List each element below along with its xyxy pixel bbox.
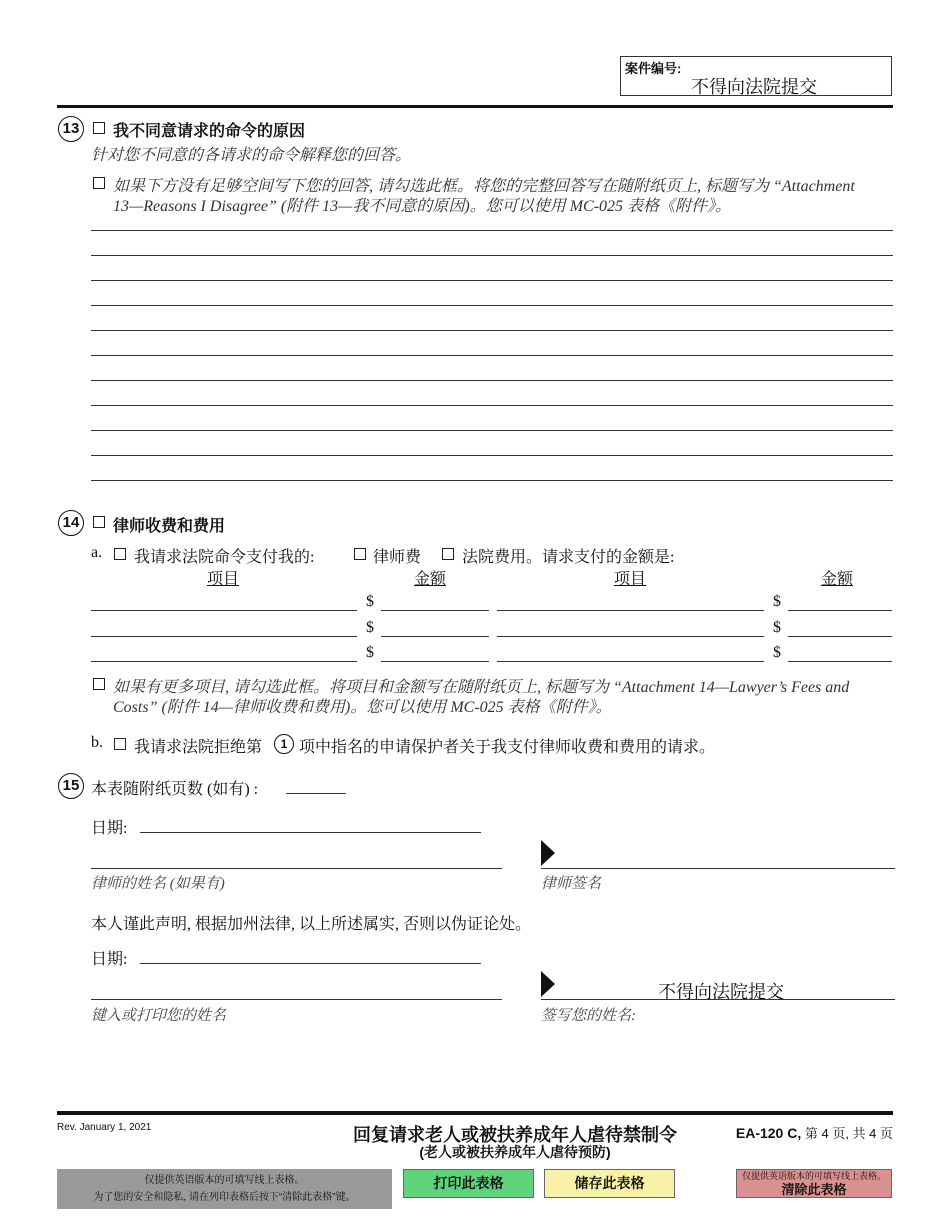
dollar-sign: $ [366, 644, 374, 661]
court-costs-checkbox[interactable] [442, 548, 454, 560]
amount-field[interactable] [788, 610, 892, 611]
column-header-amount: 金额 [821, 571, 854, 588]
lawyer-date-field[interactable] [140, 832, 481, 833]
answer-line[interactable] [91, 330, 893, 331]
attachment-14-checkbox[interactable] [93, 678, 105, 690]
case-number-label: 案件编号: [625, 61, 682, 76]
case-number-value[interactable]: 不得向法院提交 [691, 77, 817, 97]
item-a-checkbox[interactable] [114, 548, 126, 560]
answer-line[interactable] [91, 430, 893, 431]
lawyer-signature-caption: 律师签名 [541, 876, 602, 892]
attachment-13-text-line1: 如果下方没有足够空间写下您的回答, 请勾选此框。将您的完整回答写在随附纸页上, 标题写为 “Attachment [113, 178, 855, 195]
answer-line[interactable] [91, 380, 893, 381]
declarant-name-caption: 键入或打印您的姓名 [91, 1008, 227, 1024]
clear-button[interactable] [736, 1169, 892, 1198]
lawyer-name-caption: 律师的姓名 (如果有) [91, 876, 225, 892]
sign-here-arrow-icon [541, 840, 555, 866]
amount-field[interactable] [381, 661, 489, 662]
online-form-notice [57, 1169, 392, 1209]
item-field[interactable] [497, 661, 764, 662]
dollar-sign: $ [773, 619, 781, 636]
item-a-text: 我请求法院命令支付我的: [134, 549, 315, 566]
clear-button-label: 清除此表格 [781, 1182, 847, 1197]
case-number-box [620, 56, 892, 96]
declarant-date-field[interactable] [140, 963, 481, 964]
form-id-page [736, 1123, 893, 1142]
item-b-checkbox[interactable] [114, 738, 126, 750]
answer-line[interactable] [91, 480, 893, 481]
footer-divider [57, 1111, 893, 1115]
attachment-13-text-line2: 13—Reasons I Disagree” (附件 13—我不同意的原因)。您可以使用 MC-025 表格《附件》。 [113, 198, 732, 215]
declarant-date-label: 日期: [91, 951, 128, 968]
section-13-number: 13 [58, 116, 84, 142]
section-14-title: 律师收费和费用 [113, 518, 226, 535]
item-a-label: a. [91, 544, 103, 561]
lawyer-date-label: 日期: [91, 820, 128, 837]
attached-pages-field[interactable] [286, 793, 346, 794]
declarant-signature-field[interactable] [541, 999, 895, 1000]
item-b-label: b. [91, 734, 103, 751]
attachment-14-text-line2: Costs” (附件 14—律师收费和费用)。您可以使用 MC-025 表格《附件》。 [113, 699, 612, 716]
lawyer-signature-field[interactable] [541, 868, 895, 869]
item-field[interactable] [91, 610, 357, 611]
section-13-checkbox[interactable] [93, 122, 105, 134]
item-field[interactable] [91, 636, 357, 637]
notice-line-1: 仅提供英语版本的可填写线上表格。 [144, 1175, 305, 1186]
answer-line[interactable] [91, 455, 893, 456]
declarant-name-field[interactable] [91, 999, 502, 1000]
item-field[interactable] [497, 636, 764, 637]
form-id: EA-120 C, [735, 1125, 802, 1141]
lawyer-name-field[interactable] [91, 868, 502, 869]
amount-field[interactable] [381, 610, 489, 611]
item-1-reference: 1 [274, 734, 294, 754]
page-info: 第 4 页, 共 4 页 [804, 1126, 893, 1141]
attached-pages-label: 本表随附纸页数 (如有) : [91, 781, 259, 798]
clear-notice: 仅提供英语版本的可填写线上表格。 [741, 1171, 886, 1181]
attachment-14-text-line1: 如果有更多项目, 请勾选此框。将项目和金额写在随附纸页上, 标题写为 “Attachment 14—Lawyer’s Fees and [113, 679, 850, 696]
notice-line-2: 为了您的安全和隐私, 请在列印表格后按下“清除此表格”键。 [93, 1192, 356, 1203]
top-divider [57, 105, 893, 108]
answer-line[interactable] [91, 355, 893, 356]
item-b-text-post: 项中指名的申请保护者关于我支付律师收费和费用的请求。 [299, 739, 716, 756]
amount-field[interactable] [381, 636, 489, 637]
section-13-title: 我不同意请求的命令的原因 [113, 123, 306, 140]
form-title: 回复请求老人或被扶养成年人虐待禁制令 [353, 1125, 677, 1145]
perjury-declaration: 本人谨此声明, 根据加州法律, 以上所述属实, 否则以伪证论处。 [91, 916, 532, 933]
declarant-signature-caption: 签写您的姓名: [541, 1008, 636, 1024]
dollar-sign: $ [773, 593, 781, 610]
item-b-text-pre: 我请求法院拒绝第 [134, 739, 263, 756]
dollar-sign: $ [366, 593, 374, 610]
lawyer-fees-checkbox[interactable] [354, 548, 366, 560]
section-13-instruction: 针对您不同意的各请求的命令解释您的回答。 [91, 147, 412, 164]
amount-field[interactable] [788, 661, 892, 662]
column-header-amount: 金额 [414, 571, 447, 588]
save-button[interactable]: 储存此表格 [544, 1169, 675, 1198]
column-header-item: 项目 [614, 571, 647, 588]
answer-line[interactable] [91, 255, 893, 256]
declarant-signature-value[interactable]: 不得向法院提交 [658, 982, 784, 1002]
answer-line[interactable] [91, 305, 893, 306]
answer-line[interactable] [91, 405, 893, 406]
lawyer-fees-label: 律师费 [373, 549, 422, 566]
section-14-number: 14 [58, 510, 84, 536]
revision-date: Rev. January 1, 2021 [57, 1122, 152, 1133]
dollar-sign: $ [366, 619, 374, 636]
sign-here-arrow-icon [541, 971, 555, 997]
answer-line[interactable] [91, 230, 893, 231]
section-14-checkbox[interactable] [93, 516, 105, 528]
form-subtitle: (老人或被扶养成年人虐待预防) [419, 1144, 611, 1160]
print-button[interactable]: 打印此表格 [403, 1169, 534, 1198]
amount-field[interactable] [788, 636, 892, 637]
dollar-sign: $ [773, 644, 781, 661]
item-field[interactable] [91, 661, 357, 662]
section-15-number: 15 [58, 773, 84, 799]
item-field[interactable] [497, 610, 764, 611]
court-costs-label: 法院费用。请求支付的金额是: [462, 549, 675, 566]
column-header-item: 项目 [207, 571, 240, 588]
answer-line[interactable] [91, 280, 893, 281]
attachment-13-checkbox[interactable] [93, 177, 105, 189]
